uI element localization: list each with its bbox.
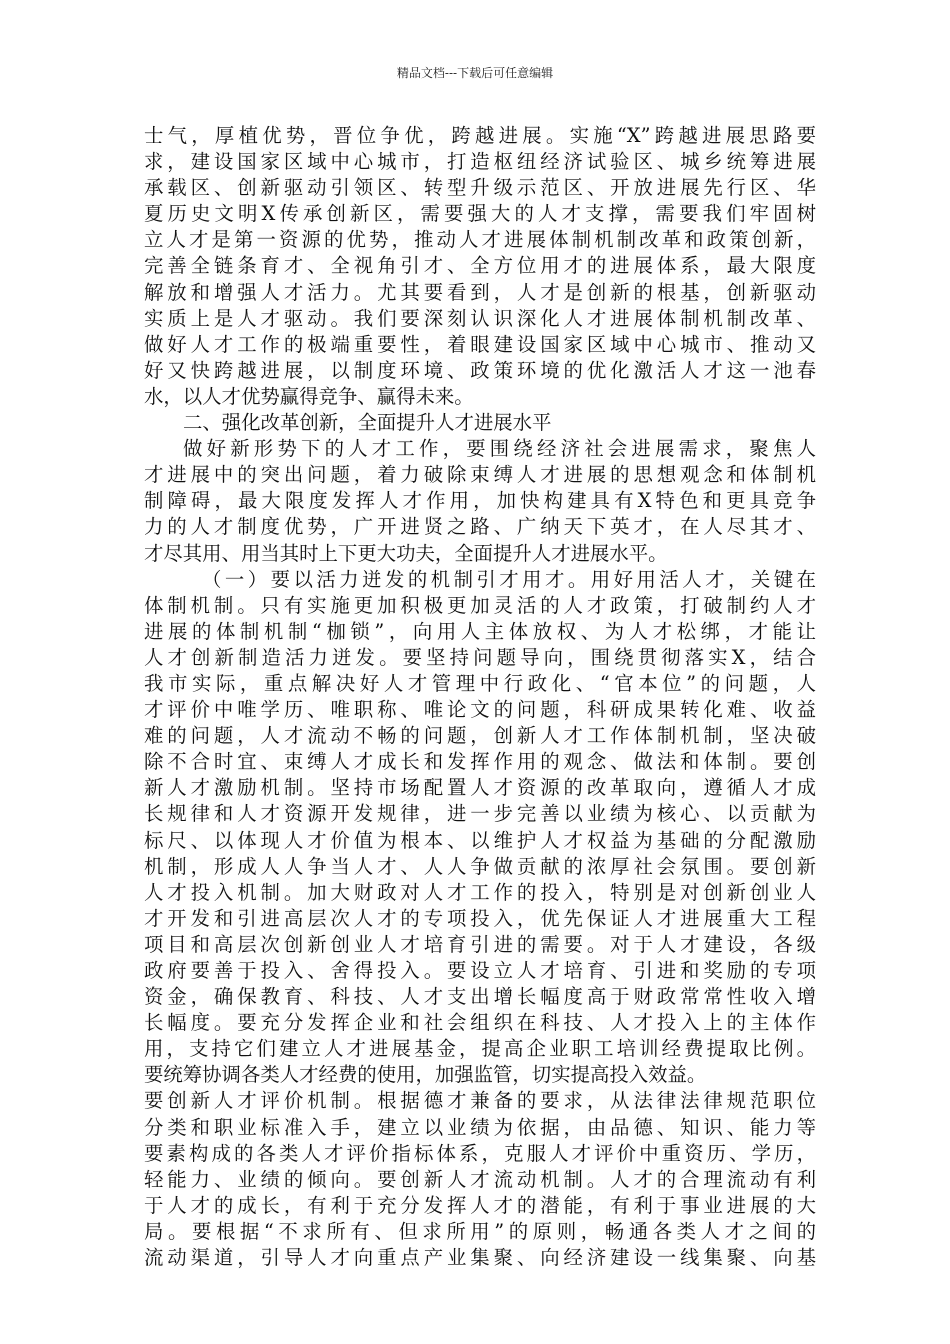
text-line: 机制，形成人人争当人才、人人争做贡献的浓厚社会氛围。要创新: [144, 854, 816, 878]
text-line: 解放和增强人才活力。尤其要看到，人才是创新的根基，创新驱动: [144, 280, 816, 304]
text-line: 项目和高层次创新创业人才培育引进的需要。对于人才建设，各级: [144, 932, 816, 956]
text-line: 水，以人才优势赢得竞争、赢得未来。: [144, 384, 474, 408]
text-line: 流动渠道，引导人才向重点产业集聚、向经济建设一线集聚、向基: [144, 1246, 816, 1270]
text-line: 才进展中的突出问题，着力破除束缚人才进展的思想观念和体制机: [144, 463, 816, 487]
text-line: 新人才激励机制。坚持市场配置人才资源的改革取向，遵循人才成: [144, 776, 816, 800]
text-line: 实质上是人才驱动。我们要深刻认识深化人才进展体制机制改革、: [144, 306, 816, 330]
text-line: 士气，厚植优势，晋位争优，跨越进展。实施“X”跨越进展思路要: [144, 124, 816, 147]
text-line: 要创新人才评价机制。根据德才兼备的要求，从法律法律规范职位: [144, 1089, 816, 1113]
body-text: [144, 123, 816, 1271]
text-line: 要素构成的各类人才评价指标体系，克服人才评价中重资历、学历，: [144, 1141, 816, 1165]
text-line: 政府要善于投入、舍得投入。要设立人才培育、引进和奖励的专项: [144, 959, 816, 982]
text-line: 局。要根据“不求所有、但求所用”的原则，畅通各类人才之间的: [144, 1219, 816, 1243]
header-note: 精品文档---下载后可任意编辑: [396, 66, 554, 80]
text-line: 分类和职业标准入手，建立以业绩为依据，由品德、知识、能力等: [144, 1115, 816, 1139]
text-line: 难的问题，人才流动不畅的问题，创新人才工作体制机制，坚决破: [144, 724, 816, 748]
text-line: 要统筹协调各类人才经费的使用，加强监管，切实提高投入效益。: [144, 1063, 707, 1087]
text-line: 人才投入机制。加大财政对人才工作的投入，特别是对创新创业人: [144, 880, 816, 904]
text-line: 制障碍，最大限度发挥人才作用，加快构建具有X特色和更具竞争: [144, 489, 816, 513]
text-line: 进展的体制机制“枷锁”，向用人主体放权、为人才松绑，才能让: [144, 619, 816, 643]
text-line: 体制机制。只有实施更加积极更加灵活的人才政策，打破制约人才: [144, 593, 816, 617]
text-line: 才开发和引进高层次人才的专项投入，优先保证人才进展重大工程: [144, 906, 816, 930]
text-line: 我市实际，重点解决好人才管理中行政化、“官本位”的问题，人: [144, 671, 816, 695]
text-line: 夏历史文明X传承创新区，需要强大的人才支撑，需要我们牢固树: [144, 202, 816, 226]
text-line: 求，建设国家区域中心城市，打造枢纽经济试验区、城乡统筹进展: [144, 150, 816, 174]
text-line: 好又快跨越进展，以制度环境、政策环境的优化激活人才这一池春: [144, 358, 816, 382]
text-line: 于人才的成长，有利于充分发挥人才的潜能，有利于事业进展的大: [144, 1193, 816, 1217]
text-line: 做好人才工作的极端重要性，着眼建设国家区域中心城市、推动又: [144, 332, 816, 356]
text-line: 才尽其用、用当其时上下更大功夫，全面提升人才进展水平。: [144, 541, 668, 565]
text-line: 轻能力、业绩的倾向。要创新人才流动机制。人才的合理流动有利: [144, 1167, 816, 1191]
text-line: 二、强化改革创新，全面提升人才进展水平: [183, 411, 552, 435]
text-line: 力的人才制度优势，广开进贤之路、广纳天下英才，在人尽其才、: [144, 515, 816, 539]
text-line: 除不合时宜、束缚人才成长和发挥作用的观念、做法和体制。要创: [144, 750, 816, 774]
text-line: 做好新形势下的人才工作，要围绕经济社会进展需求，聚焦人: [183, 437, 816, 461]
text-line: 用，支持它们建立人才进展基金，提高企业职工培训经费提取比例。: [144, 1037, 816, 1061]
text-line: 长幅度。要充分发挥企业和社会组织在科技、人才投入上的主体作: [144, 1011, 816, 1035]
text-line: 立人才是第一资源的优势，推动人才进展体制机制改革和政策创新，: [144, 228, 816, 252]
text-line: 人才创新制造活力迸发。要坚持问题导向，围绕贯彻落实X，结合: [144, 645, 816, 669]
text-line: 标尺、以体现人才价值为根本、以维护人才权益为基础的分配激励: [144, 828, 816, 852]
text-line: 长规律和人才资源开发规律，进一步完善以业绩为核心、以贡献为: [144, 802, 816, 826]
text-line: 才评价中唯学历、唯职称、唯论文的问题，科研成果转化难、收益: [144, 698, 816, 722]
text-line: 承载区、创新驱动引领区、转型升级示范区、开放进展先行区、华: [144, 176, 816, 200]
text-line: （一）要以活力迸发的机制引才用才。用好用活人才，关键在: [202, 567, 816, 591]
text-line: 完善全链条育才、全视角引才、全方位用才的进展体系，最大限度: [144, 254, 816, 278]
text-line: 资金，确保教育、科技、人才支出增长幅度高于财政常常性收入增: [144, 985, 816, 1009]
